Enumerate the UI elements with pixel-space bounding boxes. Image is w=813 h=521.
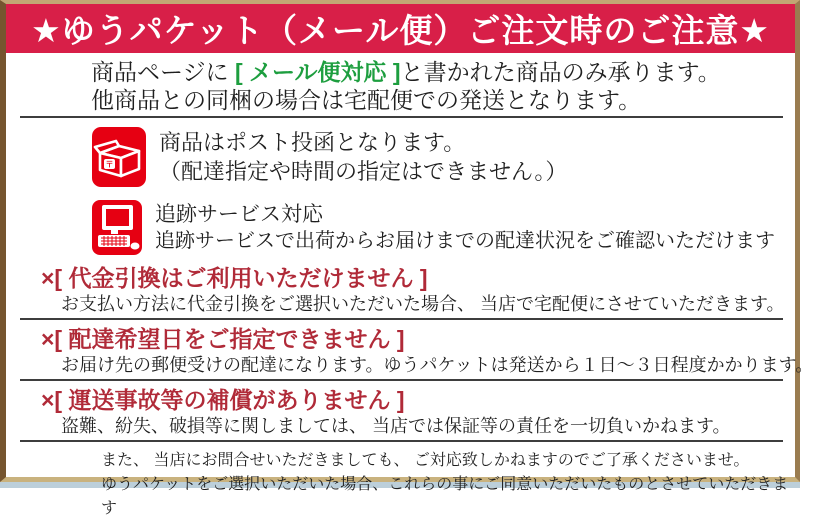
notice-title-bar xyxy=(6,4,795,53)
intro-section xyxy=(6,53,795,114)
warning-delivery-date xyxy=(6,322,813,377)
postbox-icon xyxy=(91,126,147,193)
footer-note xyxy=(6,444,795,521)
tracking-text xyxy=(155,199,775,255)
intro-line-1 xyxy=(91,58,795,86)
footer-line-2: ゆうパケットをご選択いただいた場合、これらの事にご同意いただいたものとさせていただきます xyxy=(101,476,789,517)
intro-line1-pre: 商品ページに xyxy=(91,59,235,85)
separator xyxy=(20,440,783,442)
post-drop-section xyxy=(6,120,795,193)
warning-no-compensation xyxy=(6,383,795,438)
warning-no-compensation-body: 盗難、紛失、破損等に関しましては、 当店では保証等の責任を一切負いかねます。 xyxy=(61,416,731,436)
tracking-line-2: 追跡サービスで出荷からお届けまでの配達状況をご確認いただけます xyxy=(155,230,775,252)
warning-delivery-date-title: ×[ 配達希望日をご指定できません ] xyxy=(41,326,405,352)
intro-line-2: 他商品との同梱の場合は宅配便での発送となります。 xyxy=(91,87,642,113)
separator xyxy=(20,379,783,381)
tracking-line-1: 追跡サービス対応 xyxy=(155,203,323,226)
post-drop-line-1: 商品はポスト投函となります。 xyxy=(159,130,466,155)
warning-cod-title: ×[ 代金引換はご利用いただけません ] xyxy=(41,265,428,291)
intro-line1-post: と書かれた商品のみ承ります。 xyxy=(400,59,721,85)
separator xyxy=(20,116,783,118)
separator xyxy=(20,318,783,320)
mail-compatible-badge: [ メール便対応 ] xyxy=(234,59,401,85)
tracking-section xyxy=(6,193,795,261)
warning-no-compensation-title: ×[ 運送事故等の補償がありません ] xyxy=(41,387,405,413)
post-drop-text xyxy=(159,126,567,186)
warning-cod xyxy=(6,261,795,316)
notice-title: ★ゆうパケット（メール便）ご注文時のご注意★ xyxy=(31,12,770,49)
computer-icon xyxy=(91,199,143,261)
warning-delivery-date-body: お届け先の郵便受けの配達になります。ゆうパケットは発送から１日～３日程度かかります。 xyxy=(61,355,813,375)
footer-line-1: また、 当店にお問合せいただきましても、 ご対応致しかねますのでご了承くださいませ。 xyxy=(101,452,750,469)
postal-mark-glyph: 〒 xyxy=(105,160,114,169)
post-drop-line-2: （配達指定や時間の指定はできません。） xyxy=(159,159,568,184)
warning-cod-body: お支払い方法に代金引換をご選択いただいた場合、 当店で宅配便にさせていただきます。 xyxy=(61,294,785,314)
